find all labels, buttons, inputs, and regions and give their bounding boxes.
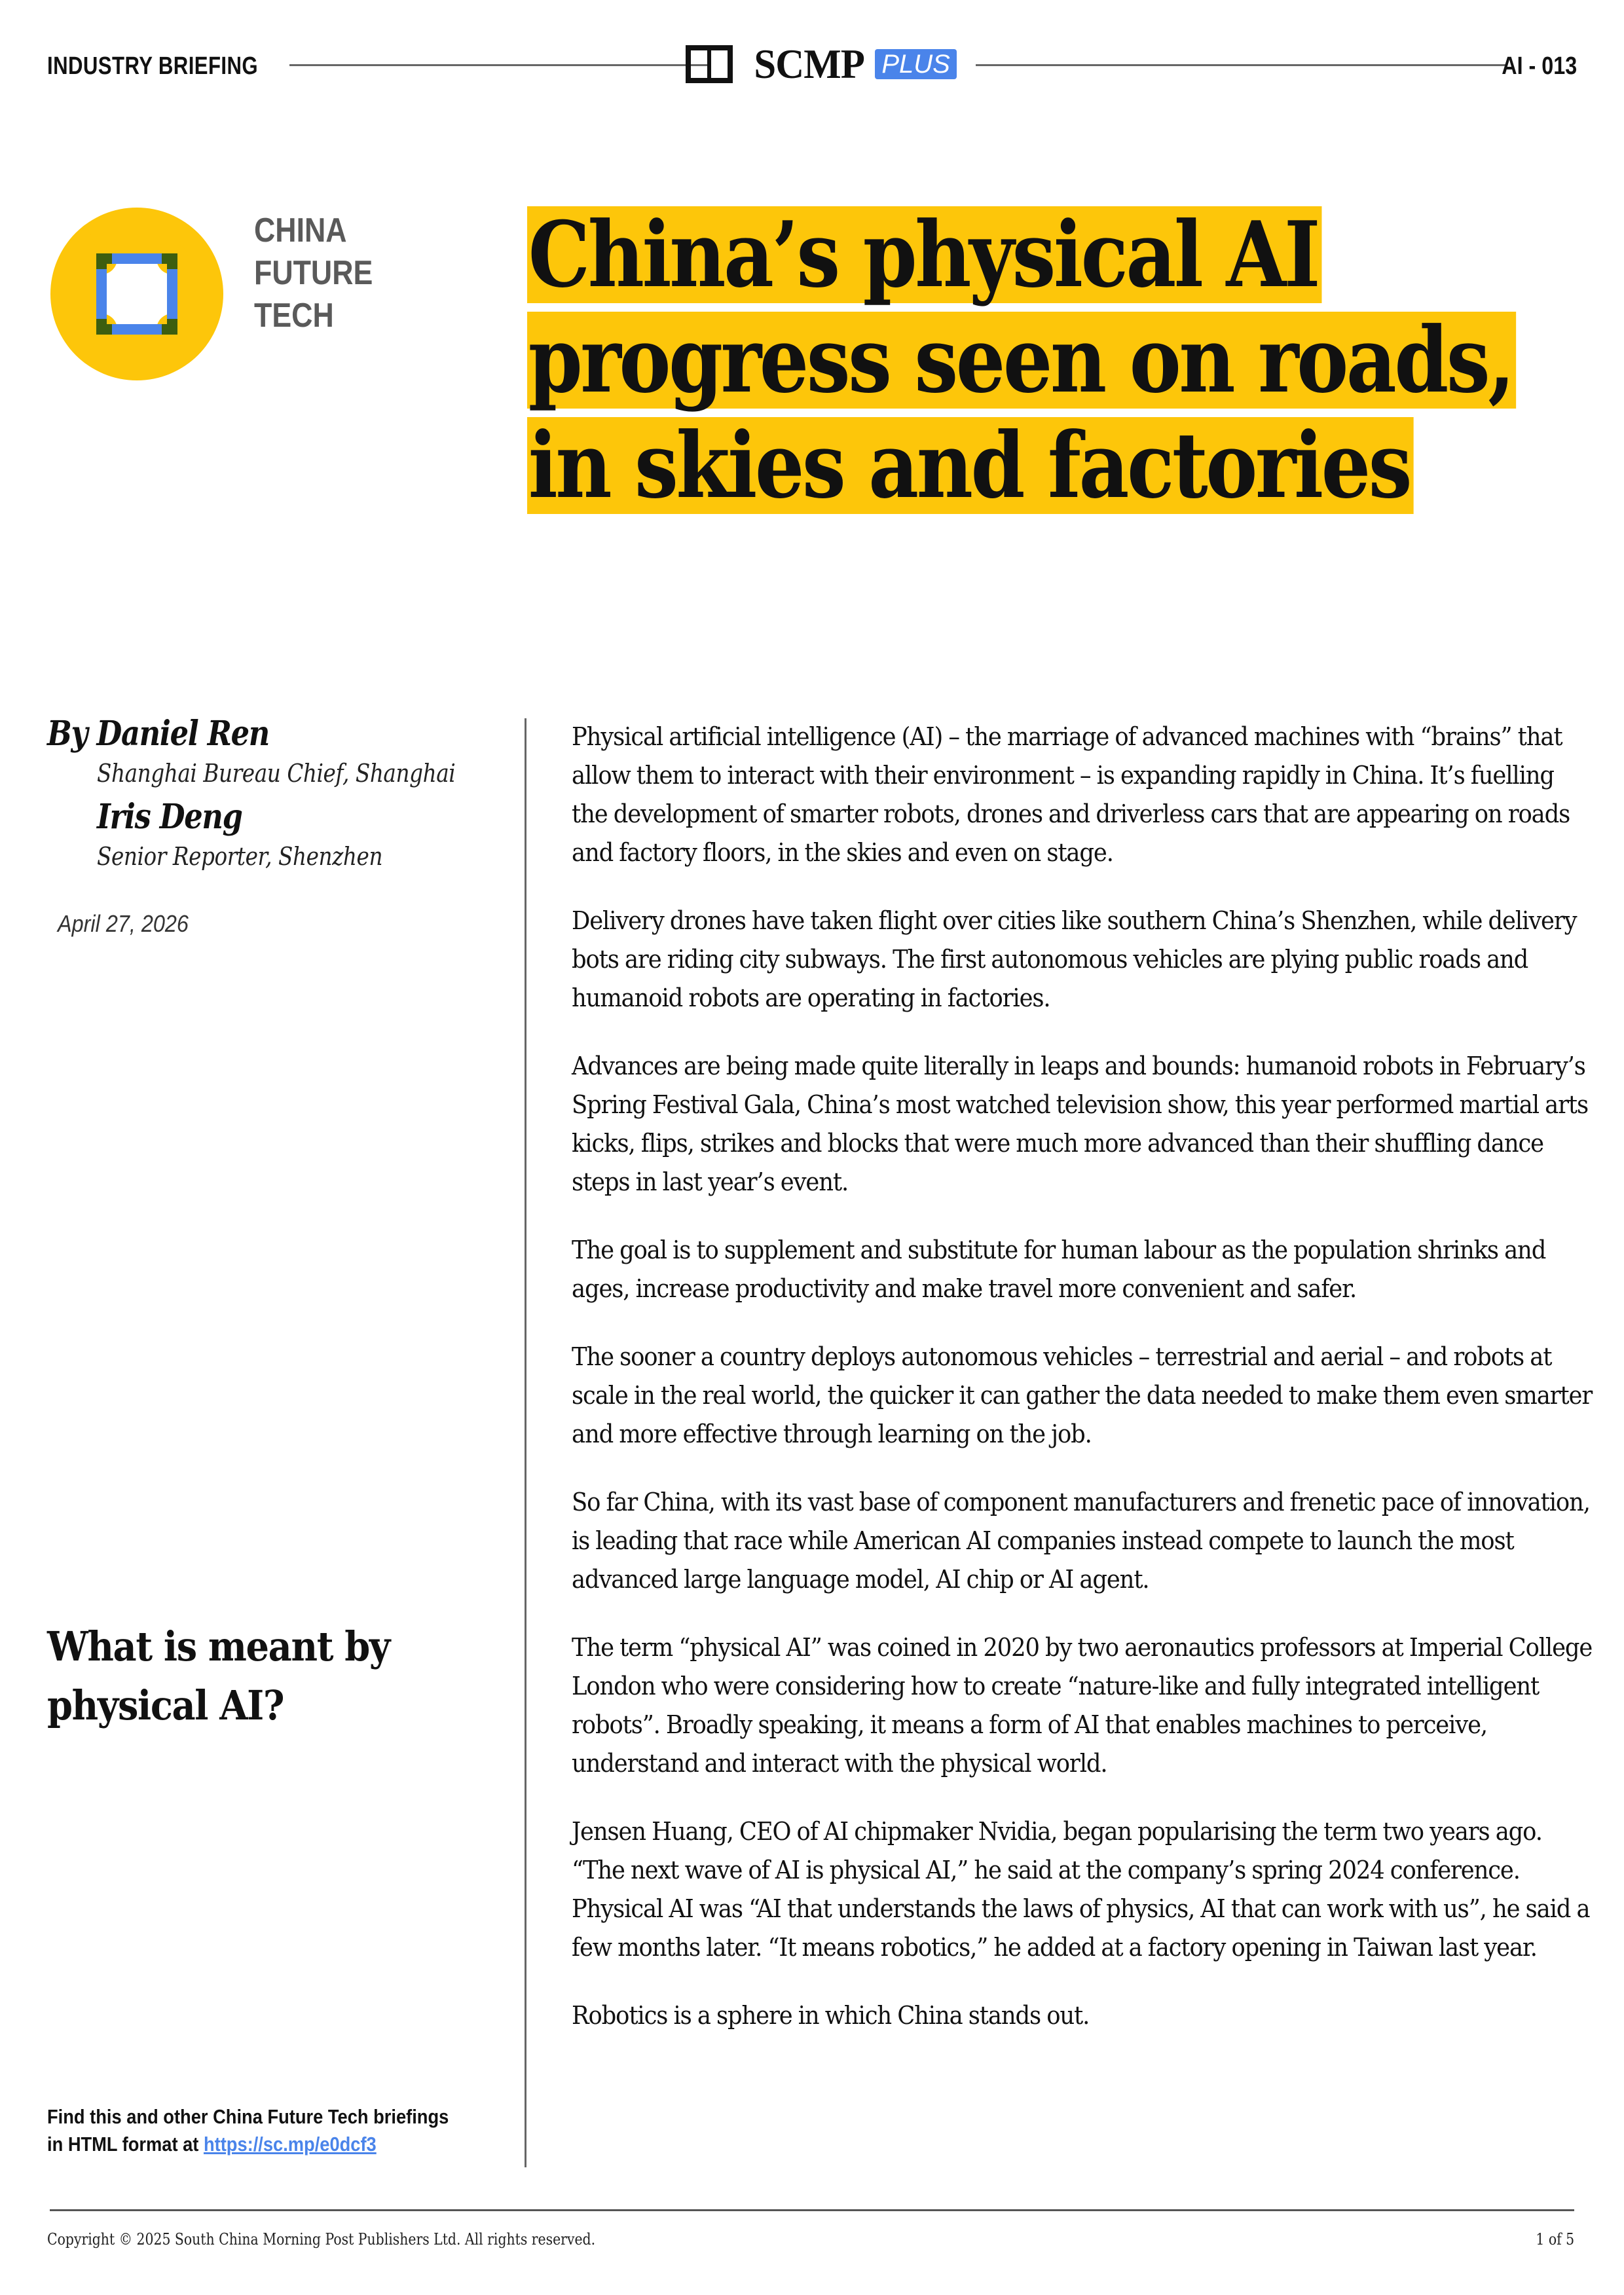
scmp-window-icon: [686, 45, 733, 83]
promo-line-2: [47, 2131, 462, 2158]
article-title: [527, 201, 1588, 523]
author-role: Shanghai Bureau Chief, Shanghai: [97, 759, 456, 788]
body-paragraph: The goal is to supplement and substitute for human labour as the population shrinks and ages, increase productivity and make travel more convenient and safer.: [572, 1236, 1546, 1303]
series-name-line: FUTURE: [254, 254, 373, 292]
page-header: [47, 41, 1577, 87]
series-name-line: CHINA: [254, 211, 347, 249]
brand-plus-badge: PLUS: [875, 49, 957, 79]
publish-date: April 27, 2026: [58, 910, 189, 937]
promo-note: [47, 2103, 462, 2158]
promo-prefix: in HTML format at: [47, 2133, 204, 2156]
title-line: in skies and factories: [527, 417, 1413, 514]
title-line: progress seen on roads,: [527, 312, 1516, 409]
copyright: Copyright © 2025 South China Morning Post Publishers Ltd. All rights reserved.: [47, 2230, 596, 2249]
article-body: [572, 718, 1593, 2065]
column-divider: [525, 718, 526, 2167]
body-paragraph: Delivery drones have taken flight over cities like southern China’s Shenzhen, while delivery bots are riding city subways. The first autonomous vehicles are plying public roads and humanoid robots are operating in factories.: [572, 906, 1577, 1012]
body-paragraph: The sooner a country deploys autonomous vehicles – terrestrial and aerial – and robots at scale in the real world, the quicker it can gather the data needed to make them even smarter and more effective through learning on the job.: [572, 1342, 1593, 1448]
footer-rule: [50, 2209, 1574, 2211]
brand-name: SCMP: [754, 41, 864, 87]
section-label: INDUSTRY BRIEFING: [47, 52, 259, 80]
body-paragraph: So far China, with its vast base of component manufacturers and frenetic pace of innovation, is leading that race while American AI companies instead compete to launch the most advanced large language model, AI chip or AI agent.: [572, 1488, 1590, 1594]
header-rule-left: [289, 64, 709, 66]
body-paragraph: Physical artificial intelligence (AI) – the marriage of advanced machines with “brains” that allow them to interact with their environment – is expanding rapidly in China. It’s fuelling the development of smarter robots, drones and driverless cars that are appearing on roads and factory floors, in the skies and even on stage.: [572, 722, 1570, 867]
series-name: [254, 210, 373, 337]
china-future-tech-logo-icon: [49, 206, 225, 382]
author-name: Iris Deng: [97, 797, 242, 837]
issue-code: AI - 013: [1502, 52, 1577, 80]
title-line: China’s physical AI: [527, 206, 1321, 303]
body-paragraph: Robotics is a sphere in which China stands out.: [572, 2001, 1090, 2030]
promo-line: Find this and other China Future Tech briefings: [47, 2105, 449, 2128]
byline: [47, 714, 492, 938]
body-paragraph: Advances are being made quite literally in leaps and bounds: humanoid robots in February’s Spring Festival Gala, China’s most watched television show, this year performed martial arts kicks, flips, strikes and blocks that were much more advanced than their shuffling dance steps in last year’s event.: [572, 1052, 1588, 1196]
author-role: Senior Reporter, Shenzhen: [97, 842, 383, 871]
body-paragraph: Jensen Huang, CEO of AI chipmaker Nvidia, began popularising the term two years ago. “The next wave of AI is physical AI,” he said at the company’s spring 2024 conference. Physical AI was “AI that understands the laws of physics, AI that can work with us”, he said a few months later. “It means robotics,” he added at a factory opening in Taiwan last year.: [572, 1817, 1590, 1962]
author-name: By Daniel Ren: [47, 714, 269, 754]
briefing-link[interactable]: https://sc.mp/e0dcf3: [203, 2133, 377, 2156]
page-indicator: 1 of 5: [1536, 2230, 1574, 2249]
side-heading: What is meant by physical AI?: [47, 1623, 390, 1729]
header-rule-right: [976, 64, 1506, 66]
series-name-line: TECH: [254, 297, 334, 335]
scmp-brand-logo: [686, 43, 957, 85]
body-paragraph: The term “physical AI” was coined in 2020 by two aeronautics professors at Imperial College London who were considering how to create “nature-like and fully integrated intelligent robots”. Broadly speaking, it means a form of AI that enables machines to perceive, understand and interact with the physical world.: [572, 1633, 1593, 1778]
